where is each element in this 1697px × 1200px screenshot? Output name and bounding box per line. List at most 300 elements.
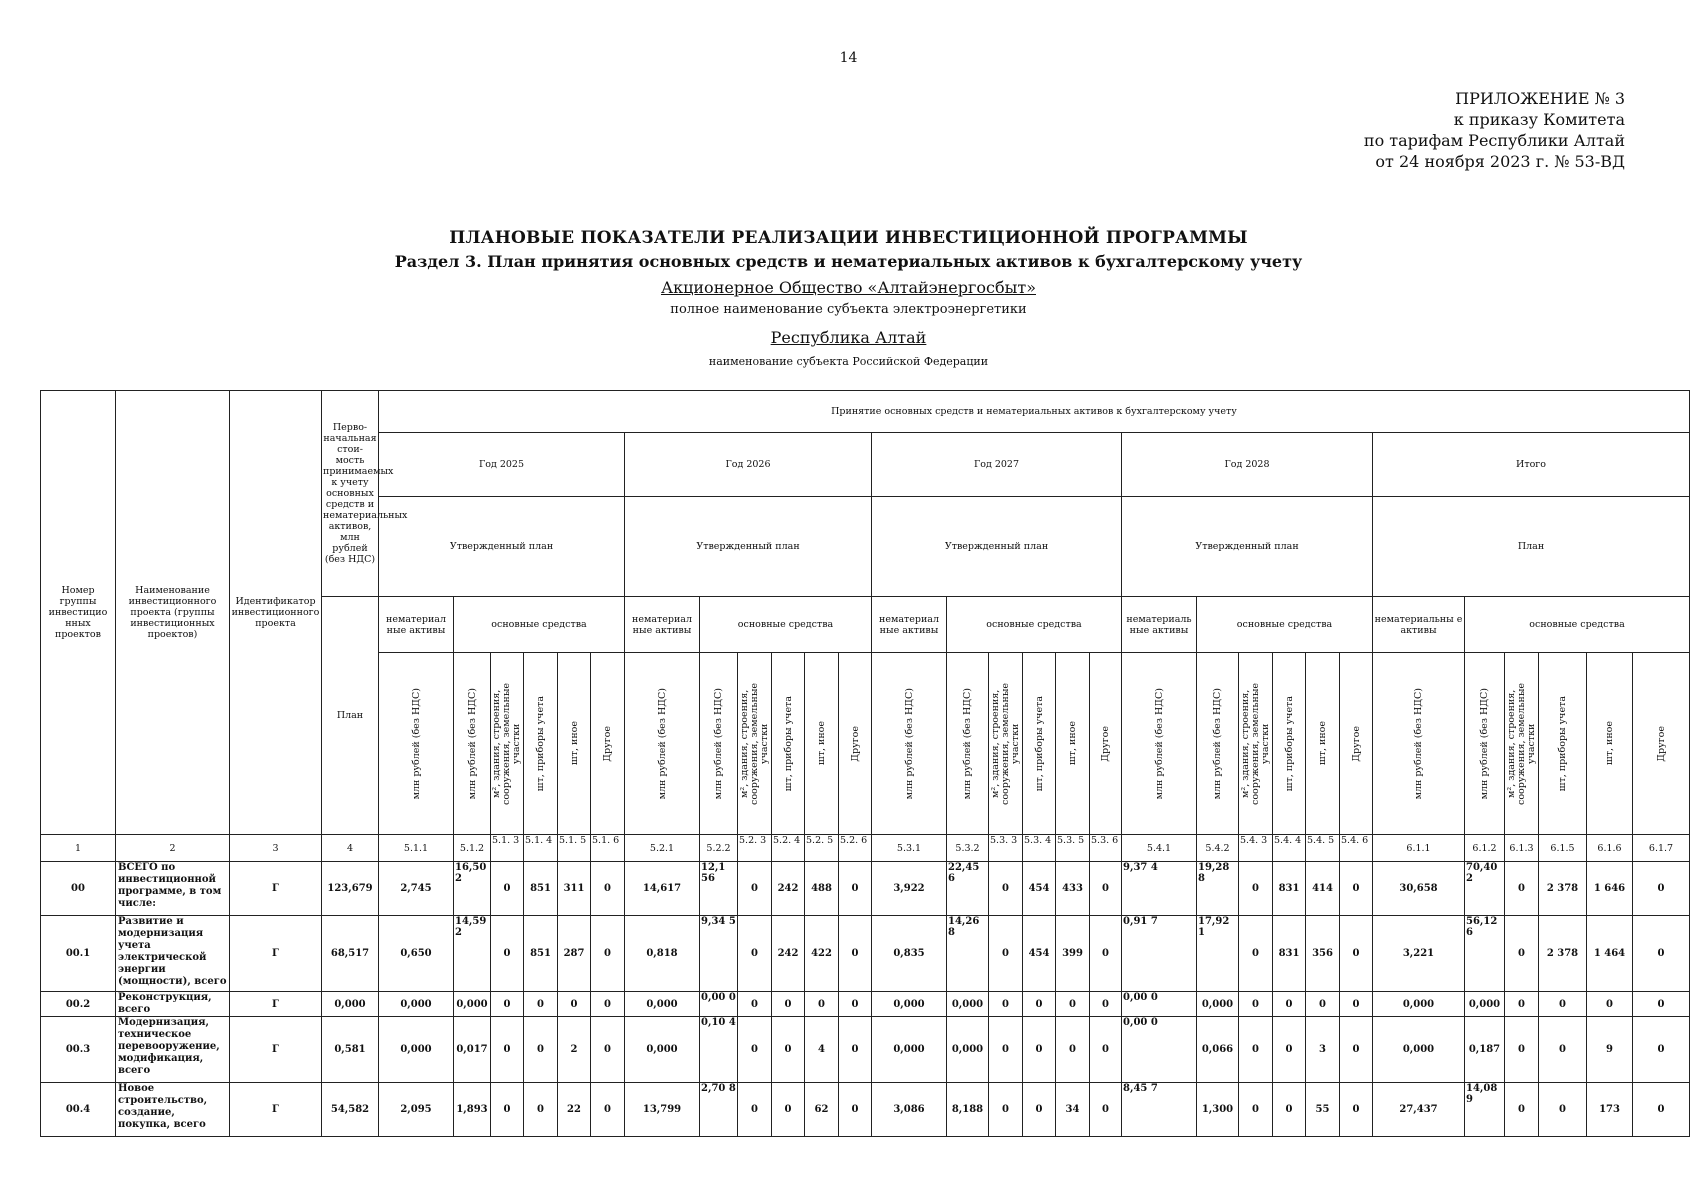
column-code: 6.1.5 [1539, 835, 1587, 862]
row-value: 851 [524, 862, 558, 916]
row-value: 0 [738, 1017, 772, 1083]
row-value: 0 [839, 992, 872, 1017]
row-value: 0 [1340, 916, 1373, 992]
row-value: 13,799 [625, 1083, 700, 1137]
row-value: 55 [1306, 1083, 1340, 1137]
row-value: 0,000 [625, 992, 700, 1017]
header-unit [1633, 653, 1690, 835]
entity-name-text: Акционерное Общество «Алтайэнергосбыт» [660, 278, 1036, 297]
row-value: 0 [1340, 1017, 1373, 1083]
row-number: 00.2 [41, 992, 116, 1017]
header-intangible: нематериальны е активы [1373, 597, 1465, 653]
row-value: 2,70 8 [700, 1083, 738, 1137]
header-unit [1197, 653, 1239, 835]
row-value: 0,000 [379, 992, 454, 1017]
table-row [41, 1083, 1690, 1137]
row-value: 0 [1505, 916, 1539, 992]
row-value: 0 [805, 992, 839, 1017]
row-value: 0 [1239, 916, 1273, 992]
header-unit-text: м², здания, строения, сооружения, земельные участки [491, 682, 522, 805]
row-name: Развитие и модернизация учета электрической энергии (мощности), всего [116, 916, 230, 992]
row-value: 0,00 0 [1122, 992, 1197, 1017]
header-unit-text: млн рублей (без НДС) [656, 687, 668, 800]
row-value: 3,086 [872, 1083, 947, 1137]
page-number: 14 [839, 50, 858, 66]
row-value: 0 [491, 916, 524, 992]
row-value: 0 [738, 916, 772, 992]
row-value: 0 [1633, 992, 1690, 1017]
row-value: 488 [805, 862, 839, 916]
row-value: 0 [524, 1017, 558, 1083]
row-value: 0 [1023, 1017, 1056, 1083]
appendix-line-1: ПРИЛОЖЕНИЕ № 3 [1455, 89, 1625, 108]
header-plan-type: Утвержденный план [872, 497, 1122, 597]
column-code: 5.1. 6 [591, 835, 625, 862]
row-value: 0 [591, 992, 625, 1017]
row-value: 399 [1056, 916, 1090, 992]
row-value: 0,000 [454, 992, 491, 1017]
header-unit [491, 653, 524, 835]
row-number: 00 [41, 862, 116, 916]
header-project-name: Наименование инвестиционного проекта (группы инвестиционных проектов) [116, 391, 230, 835]
row-value: 0 [1090, 1083, 1122, 1137]
column-code: 6.1.6 [1587, 835, 1633, 862]
row-value: 3 [1306, 1017, 1340, 1083]
row-value: 0 [1090, 992, 1122, 1017]
header-unit-text: млн рублей (без НДС) [903, 687, 915, 800]
header-unit-text: млн рублей (без НДС) [1153, 687, 1165, 800]
row-value: 0,000 [1373, 992, 1465, 1017]
investment-table-container [40, 390, 1690, 1137]
row-value: 1 464 [1587, 916, 1633, 992]
header-unit-text: м², здания, строения, сооружения, земельные участки [738, 682, 770, 805]
row-value: 2 [558, 1017, 591, 1083]
column-code: 5.4. 6 [1340, 835, 1373, 862]
row-value: 0 [1239, 1083, 1273, 1137]
row-value: 0 [1306, 992, 1340, 1017]
row-value: 173 [1587, 1083, 1633, 1137]
header-unit-text: м², здания, строения, сооружения, земельные участки [1505, 682, 1537, 805]
header-unit-text: шт, приборы учета [1557, 695, 1568, 792]
row-value: 0 [1505, 992, 1539, 1017]
row-value: 287 [558, 916, 591, 992]
row-value: 0,017 [454, 1017, 491, 1083]
row-value: 0 [1340, 992, 1373, 1017]
row-identifier: Г [230, 992, 322, 1017]
header-unit [738, 653, 772, 835]
header-unit [1505, 653, 1539, 835]
row-value: 242 [772, 916, 805, 992]
column-code: 5.1. 5 [558, 835, 591, 862]
row-value: 422 [805, 916, 839, 992]
header-unit-text: млн рублей (без НДС) [410, 687, 422, 800]
row-name: Новое строительство, создание, покупка, всего [116, 1083, 230, 1137]
header-unit [591, 653, 625, 835]
header-unit [700, 653, 738, 835]
row-value: 0 [1273, 1083, 1306, 1137]
row-value: 0 [1056, 992, 1090, 1017]
header-unit-text: шт, иное [1067, 721, 1078, 766]
row-value: 0 [839, 1017, 872, 1083]
row-value: 0,066 [1197, 1017, 1239, 1083]
row-value: 0,000 [947, 1017, 989, 1083]
row-value: 0,000 [872, 1017, 947, 1083]
row-value: 311 [558, 862, 591, 916]
column-code: 5.4. 3 [1239, 835, 1273, 862]
row-value: 2 378 [1539, 862, 1587, 916]
row-value: 0 [1340, 862, 1373, 916]
header-unit [524, 653, 558, 835]
row-value: 0 [491, 862, 524, 916]
header-intangible: нематериаль ные активы [1122, 597, 1197, 653]
row-value: 14,08 9 [1465, 1083, 1505, 1137]
column-code: 5.3. 5 [1056, 835, 1090, 862]
column-code: 6.1.3 [1505, 835, 1539, 862]
row-value: 0 [989, 992, 1023, 1017]
row-value: 22 [558, 1083, 591, 1137]
header-intangible: нематериал ные активы [872, 597, 947, 653]
header-plan-type: Утвержденный план [1122, 497, 1373, 597]
row-value: 1,893 [454, 1083, 491, 1137]
row-value: 17,92 1 [1197, 916, 1239, 992]
entity-caption: полное наименование субъекта электроэнергетики [670, 302, 1027, 317]
row-name: Реконструкция, всего [116, 992, 230, 1017]
header-unit [1090, 653, 1122, 835]
column-code: 5.3. 6 [1090, 835, 1122, 862]
row-value: 0,91 7 [1122, 916, 1197, 992]
row-value: 56,12 6 [1465, 916, 1505, 992]
appendix-line-4: от 24 ноября 2023 г. № 53-ВД [1375, 152, 1625, 171]
row-value: 30,658 [1373, 862, 1465, 916]
column-code: 6.1.7 [1633, 835, 1690, 862]
header-unit-text: шт, приборы учета [535, 695, 546, 792]
row-plan-value: 68,517 [322, 916, 379, 992]
row-value: 1,300 [1197, 1083, 1239, 1137]
row-value: 0 [1505, 1083, 1539, 1137]
row-value: 0 [491, 1083, 524, 1137]
header-unit-text: шт, иное [568, 721, 580, 766]
header-unit [625, 653, 700, 835]
header-intangible: нематериал ные активы [625, 597, 700, 653]
header-unit [1122, 653, 1197, 835]
column-code: 5.4.1 [1122, 835, 1197, 862]
column-code: 5.3. 4 [1023, 835, 1056, 862]
column-code: 3 [230, 835, 322, 862]
row-value: 0 [989, 862, 1023, 916]
row-value: 0 [1239, 992, 1273, 1017]
header-unit-text: шт, иное [816, 721, 827, 766]
row-value: 14,617 [625, 862, 700, 916]
appendix-line-3: по тарифам Республики Алтай [1363, 131, 1625, 150]
column-code: 5.4.2 [1197, 835, 1239, 862]
row-value: 0 [1505, 1017, 1539, 1083]
table-row [41, 1017, 1690, 1083]
row-value: 9,34 5 [700, 916, 738, 992]
column-code: 6.1.2 [1465, 835, 1505, 862]
header-group-number: Номер группы инвестицио нных проектов [41, 391, 116, 835]
row-value: 0 [524, 1083, 558, 1137]
row-value: 414 [1306, 862, 1340, 916]
header-unit [1239, 653, 1273, 835]
row-value: 0 [1273, 992, 1306, 1017]
header-unit-text: млн рублей (без НДС) [466, 687, 478, 800]
header-plan-type: План [1373, 497, 1690, 597]
row-value: 9,37 4 [1122, 862, 1197, 916]
row-value: 0 [1023, 992, 1056, 1017]
row-value: 0 [1340, 1083, 1373, 1137]
table-row [41, 992, 1690, 1017]
header-unit-text: м², здания, строения, сооружения, земельные участки [989, 682, 1021, 805]
row-name: Модернизация, техническое перевооружение, модификация, всего [116, 1017, 230, 1083]
column-code: 5.3.1 [872, 835, 947, 862]
row-number: 00.3 [41, 1017, 116, 1083]
region-name-text: Республика Алтай [770, 328, 927, 347]
header-fixed-assets: основные средства [1465, 597, 1690, 653]
header-unit [772, 653, 805, 835]
row-number: 00.4 [41, 1083, 116, 1137]
header-year: Год 2025 [379, 433, 625, 497]
row-value: 12,1 56 [700, 862, 738, 916]
row-value: 0,000 [1373, 1017, 1465, 1083]
row-identifier: Г [230, 862, 322, 916]
row-value: 0 [1090, 1017, 1122, 1083]
row-value: 0 [1239, 1017, 1273, 1083]
column-code: 6.1.1 [1373, 835, 1465, 862]
row-value: 0 [738, 992, 772, 1017]
header-unit [379, 653, 454, 835]
header-fixed-assets: основные средства [947, 597, 1122, 653]
row-value: 0,00 0 [700, 992, 738, 1017]
row-value: 0,000 [625, 1017, 700, 1083]
row-value: 454 [1023, 862, 1056, 916]
column-code: 4 [322, 835, 379, 862]
header-initial-cost: Перво-начальная стои-мость принимаемых к учету основных средств и нематериальных активов, млн рублей (без НДС) [322, 391, 379, 597]
row-value: 0 [591, 862, 625, 916]
row-value: 3,221 [1373, 916, 1465, 992]
row-value: 0 [1539, 992, 1587, 1017]
header-unit-text: Другое [1100, 725, 1111, 762]
column-code: 5.4. 4 [1273, 835, 1306, 862]
row-value: 0,187 [1465, 1017, 1505, 1083]
row-value: 454 [1023, 916, 1056, 992]
header-unit-text: Другое [602, 725, 613, 762]
region-caption: наименование субъекта Российской Федерации [708, 355, 989, 368]
row-value: 0 [738, 1083, 772, 1137]
table-row [41, 916, 1690, 992]
row-value: 0 [989, 1083, 1023, 1137]
row-value: 62 [805, 1083, 839, 1137]
column-code: 5.1.1 [379, 835, 454, 862]
row-value: 0 [1090, 916, 1122, 992]
row-value: 3,922 [872, 862, 947, 916]
document-title: ПЛАНОВЫЕ ПОКАЗАТЕЛИ РЕАЛИЗАЦИИ ИНВЕСТИЦИОННОЙ ПРОГРАММЫ [449, 228, 1248, 248]
header-fixed-assets: основные средства [700, 597, 872, 653]
header-unit-text: млн рублей (без НДС) [1413, 687, 1424, 800]
row-value: 0 [839, 916, 872, 992]
column-code: 5.2. 5 [805, 835, 839, 862]
header-unit [1539, 653, 1587, 835]
row-number: 00.1 [41, 916, 116, 992]
column-code: 5.3. 3 [989, 835, 1023, 862]
row-value: 70,40 2 [1465, 862, 1505, 916]
row-value: 0 [491, 1017, 524, 1083]
header-unit-text: шт, иное [1317, 721, 1328, 766]
header-unit [947, 653, 989, 835]
row-value: 0 [1239, 862, 1273, 916]
header-year: Год 2026 [625, 433, 872, 497]
column-code: 5.2.1 [625, 835, 700, 862]
header-unit [1056, 653, 1090, 835]
row-value: 242 [772, 862, 805, 916]
column-code: 5.1.2 [454, 835, 491, 862]
header-unit-text: шт, приборы учета [1283, 695, 1295, 792]
column-code: 5.2.2 [700, 835, 738, 862]
row-value: 0 [772, 1017, 805, 1083]
header-unit-text: м², здания, строения, сооружения, земельные участки [1239, 682, 1271, 805]
row-value: 0,00 0 [1122, 1017, 1197, 1083]
header-intangible: нематериал ные активы [379, 597, 454, 653]
column-code: 1 [41, 835, 116, 862]
header-unit-text: шт, приборы учета [782, 695, 794, 792]
row-value: 0 [1505, 862, 1539, 916]
row-value: 0 [989, 916, 1023, 992]
row-value: 0 [1539, 1017, 1587, 1083]
row-value: 0,000 [1197, 992, 1239, 1017]
row-value: 0 [1023, 1083, 1056, 1137]
investment-table [40, 390, 1690, 1137]
header-unit [839, 653, 872, 835]
column-code: 5.2. 3 [738, 835, 772, 862]
table-row [41, 862, 1690, 916]
header-acceptance: Принятие основных средств и нематериальных активов к бухгалтерскому учету [379, 391, 1690, 433]
row-value: 22,45 6 [947, 862, 989, 916]
header-unit-text: шт, иное [1604, 721, 1615, 766]
header-unit-text: Другое [849, 725, 861, 762]
row-value: 9 [1587, 1017, 1633, 1083]
row-value: 433 [1056, 862, 1090, 916]
header-unit [872, 653, 947, 835]
row-identifier: Г [230, 1083, 322, 1137]
row-value: 0 [1056, 1017, 1090, 1083]
row-value: 8,45 7 [1122, 1083, 1197, 1137]
row-value: 0 [591, 916, 625, 992]
row-value: 831 [1273, 862, 1306, 916]
row-value: 0 [1633, 1017, 1690, 1083]
row-value: 0 [738, 862, 772, 916]
header-unit-text: млн рублей (без НДС) [1479, 687, 1490, 800]
header-unit [1273, 653, 1306, 835]
row-value: 0 [1633, 1083, 1690, 1137]
column-code: 5.3.2 [947, 835, 989, 862]
row-value: 14,26 8 [947, 916, 989, 992]
table-row-codes [41, 835, 1690, 862]
row-value: 14,59 2 [454, 916, 491, 992]
header-unit [989, 653, 1023, 835]
header-unit-text: млн рублей (без НДС) [713, 687, 724, 800]
row-value: 0 [1090, 862, 1122, 916]
row-value: 0,000 [379, 1017, 454, 1083]
row-value: 0 [772, 992, 805, 1017]
row-value: 356 [1306, 916, 1340, 992]
header-unit-text: млн рублей (без НДС) [1212, 687, 1223, 800]
header-unit [1306, 653, 1340, 835]
row-value: 0 [989, 1017, 1023, 1083]
entity-name [0, 278, 1697, 297]
row-value: 0,650 [379, 916, 454, 992]
header-unit [1023, 653, 1056, 835]
row-plan-value: 0,581 [322, 1017, 379, 1083]
row-value: 0 [491, 992, 524, 1017]
row-value: 0 [524, 992, 558, 1017]
header-unit [1587, 653, 1633, 835]
row-value: 0 [839, 1083, 872, 1137]
row-value: 0 [1633, 916, 1690, 992]
row-value: 831 [1273, 916, 1306, 992]
row-value: 27,437 [1373, 1083, 1465, 1137]
row-value: 1 646 [1587, 862, 1633, 916]
header-year: Год 2027 [872, 433, 1122, 497]
header-fixed-assets: основные средства [454, 597, 625, 653]
header-unit [454, 653, 491, 835]
row-value: 0 [558, 992, 591, 1017]
column-code: 2 [116, 835, 230, 862]
row-value: 851 [524, 916, 558, 992]
row-value: 0 [1273, 1017, 1306, 1083]
row-value: 0 [1539, 1083, 1587, 1137]
row-plan-value: 54,582 [322, 1083, 379, 1137]
row-value: 0,000 [1465, 992, 1505, 1017]
header-unit-text: шт, приборы учета [1033, 695, 1045, 792]
row-value: 0 [1587, 992, 1633, 1017]
column-code: 5.2. 6 [839, 835, 872, 862]
appendix-header [1205, 88, 1625, 172]
header-year: Год 2028 [1122, 433, 1373, 497]
column-code: 5.2. 4 [772, 835, 805, 862]
header-unit [1340, 653, 1373, 835]
row-value: 16,50 2 [454, 862, 491, 916]
row-identifier: Г [230, 1017, 322, 1083]
row-value: 0 [591, 1017, 625, 1083]
row-value: 0 [591, 1083, 625, 1137]
row-value: 8,188 [947, 1083, 989, 1137]
header-unit [1465, 653, 1505, 835]
header-fixed-assets: основные средства [1197, 597, 1373, 653]
row-value: 0,818 [625, 916, 700, 992]
header-plan-type: Утвержденный план [379, 497, 625, 597]
row-value: 0,000 [947, 992, 989, 1017]
row-value: 0 [1633, 862, 1690, 916]
row-value: 2,095 [379, 1083, 454, 1137]
row-value: 19,28 8 [1197, 862, 1239, 916]
row-value: 34 [1056, 1083, 1090, 1137]
row-value: 0,835 [872, 916, 947, 992]
header-unit-text: Другое [1655, 725, 1667, 762]
row-name: ВСЕГО по инвестиционной программе, в том числе: [116, 862, 230, 916]
row-value: 0,10 4 [700, 1017, 738, 1083]
row-value: 0,000 [872, 992, 947, 1017]
appendix-line-2: к приказу Комитета [1453, 110, 1625, 129]
header-project-id: Идентификатор инвестиционного проекта [230, 391, 322, 835]
row-value: 2 378 [1539, 916, 1587, 992]
column-code: 5.4. 5 [1306, 835, 1340, 862]
header-unit [558, 653, 591, 835]
row-plan-value: 123,679 [322, 862, 379, 916]
row-value: 0 [772, 1083, 805, 1137]
row-identifier: Г [230, 916, 322, 992]
header-year: Итого [1373, 433, 1690, 497]
header-unit-text: млн рублей (без НДС) [962, 687, 973, 800]
header-plan-type: Утвержденный план [625, 497, 872, 597]
